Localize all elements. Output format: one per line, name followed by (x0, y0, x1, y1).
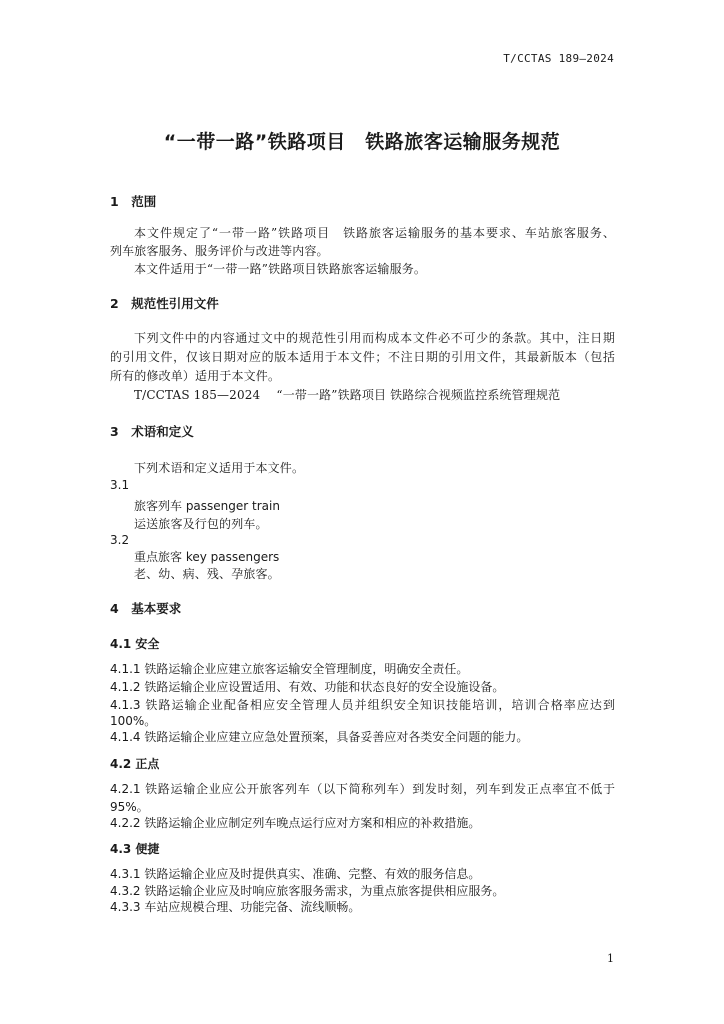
item-4-3-3: 4.3.3 车站应规模合理、功能完备、流线顺畅。 (110, 900, 361, 914)
item-4-1-4: 4.1.4 铁路运输企业应建立应急处置预案，具备妥善应对各类安全问题的能力。 (110, 730, 529, 744)
section-3-intro: 下列术语和定义适用于本文件。 (134, 461, 305, 475)
section-2-heading: 2 规范性引用文件 (110, 296, 219, 311)
section-2-para-line-1: 下列文件中的内容通过文中的规范性引用而构成本文件必不可少的条款。其中，注日期 (134, 331, 615, 345)
term-3-2-definition: 老、幼、病、残、孕旅客。 (134, 567, 280, 581)
term-3-2-title: 重点旅客 key passengers (134, 550, 280, 564)
item-4-3-1: 4.3.1 铁路运输企业应及时提供真实、准确、完整、有效的服务信息。 (110, 867, 481, 881)
section-1-heading: 1 范围 (110, 194, 157, 209)
section-4-1-heading: 4.1 安全 (110, 637, 160, 651)
item-4-1-3-line-2: 100%。 (110, 714, 157, 728)
term-3-1-number: 3.1 (110, 478, 130, 492)
section-2-para-line-2: 的引用文件，仅该日期对应的版本适用于本文件；不注日期的引用文件，其最新版本（包括 (110, 350, 615, 364)
section-4-2-heading: 4.2 正点 (110, 757, 160, 771)
section-1-para-2: 本文件适用于“一带一路”铁路项目铁路旅客运输服务。 (134, 262, 427, 276)
term-3-2-number: 3.2 (110, 533, 130, 547)
item-4-1-2: 4.1.2 铁路运输企业应设置适用、有效、功能和状态良好的安全设施设备。 (110, 680, 505, 694)
item-4-1-1: 4.1.1 铁路运输企业应建立旅客运输安全管理制度，明确安全责任。 (110, 662, 469, 676)
item-4-2-1-line-2: 95%。 (110, 800, 149, 814)
document-title: “一带一路”铁路项目 铁路旅客运输服务规范 (163, 131, 561, 153)
item-4-1-3-line-1: 4.1.3 铁路运输企业配备相应安全管理人员并组织安全知识技能培训，培训合格率应达到 (110, 698, 615, 712)
section-2-para-line-3: 所有的修改单）适用于本文件。 (110, 369, 281, 383)
item-4-3-2: 4.3.2 铁路运输企业应及时响应旅客服务需求，为重点旅客提供相应服务。 (110, 884, 505, 898)
item-4-2-1-line-1: 4.2.1 铁路运输企业应公开旅客列车（以下简称列车）到发时刻，列车到发正点率宜不低于 (110, 782, 615, 796)
standard-code: T/CCTAS 189—2024 (503, 52, 614, 65)
section-1-para-1-line-1: 本文件规定了“一带一路”铁路项目 铁路旅客运输服务的基本要求、车站旅客服务、 (134, 226, 615, 240)
normative-reference: T/CCTAS 185—2024 “一带一路”铁路项目 铁路综合视频监控系统管理规范 (134, 388, 561, 402)
item-4-2-2: 4.2.2 铁路运输企业应制定列车晚点运行应对方案和相应的补救措施。 (110, 816, 481, 830)
term-3-1-title: 旅客列车 passenger train (134, 499, 280, 513)
page-number: 1 (607, 952, 614, 965)
term-3-1-definition: 运送旅客及行包的列车。 (134, 517, 268, 531)
section-1-para-1-line-2: 列车旅客服务、服务评价与改进等内容。 (110, 244, 329, 258)
section-3-heading: 3 术语和定义 (110, 424, 194, 439)
section-4-heading: 4 基本要求 (110, 601, 182, 616)
section-4-3-heading: 4.3 便捷 (110, 842, 160, 856)
